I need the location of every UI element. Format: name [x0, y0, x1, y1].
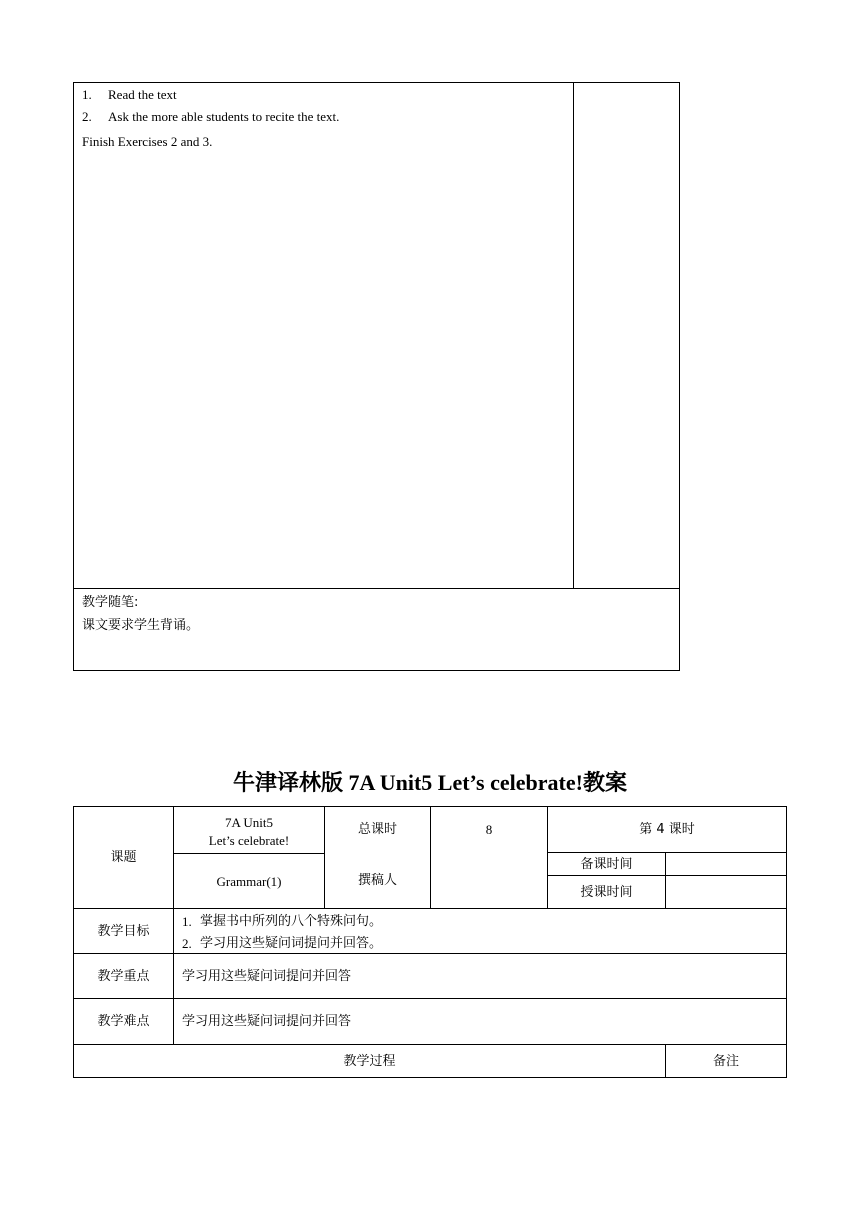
key-points-text: 学习用这些疑问词提问并回答	[182, 969, 352, 984]
goal-text: 学习用这些疑问词提问并回答。	[200, 936, 383, 951]
difficulties-text: 学习用这些疑问词提问并回答	[182, 1014, 352, 1029]
remarks-label: 备注	[712, 1053, 739, 1069]
goals-label: 教学目标	[97, 923, 150, 939]
key-points-label: 教学重点	[97, 968, 150, 984]
section-name: Grammar(1)	[216, 873, 282, 889]
total-hours-label: 总课时	[357, 822, 397, 837]
goal-number: 2.	[182, 936, 192, 951]
total-hours-value: 8	[485, 822, 493, 837]
topic-line-1: 7A Unit5	[224, 815, 274, 830]
prep-time-value	[666, 853, 786, 875]
notes-text: 课文要求学生背诵。	[82, 618, 200, 633]
homework-text: Finish Exercises 2 and 3.	[82, 134, 213, 149]
difficulties-label: 教学难点	[97, 1014, 150, 1029]
notes-label: 教学随笔:	[82, 595, 139, 610]
author-value	[431, 853, 547, 908]
goal-number: 1.	[182, 914, 192, 929]
author-label: 撰稿人	[357, 873, 397, 888]
process-label: 教学过程	[343, 1053, 396, 1069]
topic-title	[174, 814, 324, 850]
step-text: Ask the more able students to recite the text.	[108, 109, 340, 124]
topic-line-2: Let’s celebrate!	[208, 833, 290, 848]
step-number: 2.	[82, 109, 92, 124]
teach-time-value	[666, 876, 786, 908]
lesson-number: 第 4 课时	[639, 822, 695, 837]
topic-label: 课题	[110, 850, 137, 865]
step-text: Read the text	[108, 87, 177, 102]
prep-time-label: 备课时间	[580, 856, 633, 872]
goal-text: 掌握书中所列的八个特殊问句。	[200, 914, 383, 929]
step-number: 1.	[82, 87, 92, 102]
document-title: 牛津译林版 7A Unit5 Let’s celebrate!教案	[233, 770, 627, 795]
teach-time-label: 授课时间	[580, 884, 633, 900]
